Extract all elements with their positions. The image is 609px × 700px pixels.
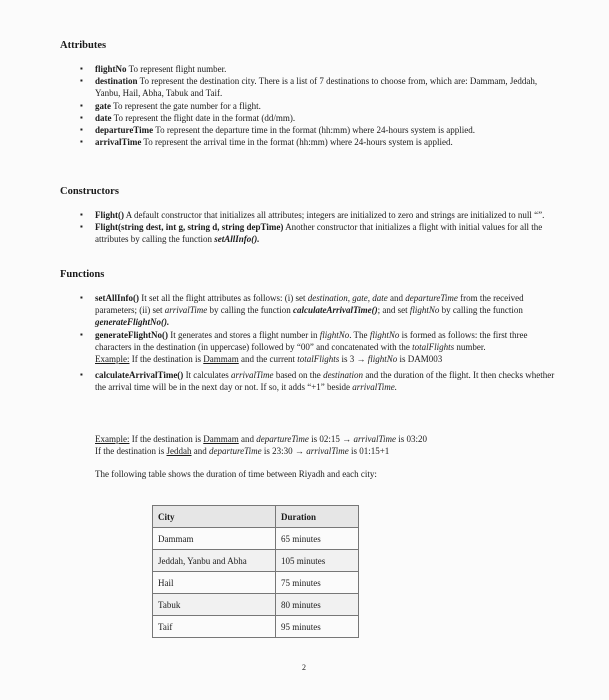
functions-heading: Functions	[60, 269, 105, 280]
column-header-duration: Duration	[276, 506, 359, 528]
attributes-heading: Attributes	[60, 40, 107, 51]
table-cell: 80 minutes	[276, 594, 359, 616]
table-cell: 75 minutes	[276, 572, 359, 594]
list-item: ▪ Flight() A default constructor that initializes all attributes; integers are initialized to zero and strings are initialized to null “”.	[80, 209, 560, 221]
table-cell: Hail	[153, 572, 276, 594]
list-item: ▪ calculateArrivalTime() It calculates arrivalTime based on the destination and the duration of the flight. It then checks whether the arrival time will be in the next day or not. If so, it adds “+1” beside arrivalTime.	[80, 369, 560, 393]
table-cell: Tabuk	[153, 594, 276, 616]
attributes-list	[80, 63, 560, 148]
table-row	[153, 572, 359, 594]
list-item: ▪ departureTime To represent the departure time in the format (hh:mm) where 24-hours system is applied.	[80, 124, 560, 136]
table-header-row	[153, 506, 359, 528]
table-row	[153, 528, 359, 550]
list-item: ▪ destination To represent the destination city. There is a list of 7 destinations to choose from, which are: Dammam, Jeddah, Yanbu, Hail, Abha, Tabuk and Taif.	[80, 75, 560, 99]
list-item: ▪ gate To represent the gate number for a flight.	[80, 100, 560, 112]
table-intro: The following table shows the duration of time between Riyadh and each city:	[95, 469, 377, 479]
table-cell: Dammam	[153, 528, 276, 550]
table-row	[153, 594, 359, 616]
example-paragraph: Example: If the destination is Dammam and departureTime is 02:15 → arrivalTime is 03:20 If the destination is Jeddah and departureTime is 23:30 → arrivalTime is 01:15+1	[95, 434, 427, 457]
column-header-city: City	[153, 506, 276, 528]
list-item: ▪ arrivalTime To represent the arrival time in the format (hh:mm) where 24-hours system is applied.	[80, 136, 560, 148]
list-item: ▪ setAllInfo() It set all the flight attributes as follows: (i) set destination, gate, date and departureTime from the received parameters; (ii) set arrivalTime by calling the function calculateArrivalTime(); and set flightNo by calling the function generateFlightNo().	[80, 292, 560, 329]
table-cell: Jeddah, Yanbu and Abha	[153, 550, 276, 572]
list-item: ▪ flightNo To represent flight number.	[80, 63, 560, 75]
constructors-heading: Constructors	[60, 186, 119, 197]
duration-table	[152, 505, 359, 638]
list-item: ▪ Flight(string dest, int g, string d, string depTime) Another constructor that initializes a flight with initial values for all the attributes by calling the function setAllInfo().	[80, 221, 560, 245]
table-row	[153, 616, 359, 638]
functions-list	[80, 292, 560, 394]
list-item: ▪ date To represent the flight date in the format (dd/mm).	[80, 112, 560, 124]
list-item: ▪ generateFlightNo() It generates and stores a flight number in flightNo. The flightNo is formed as follows: the first three characters in the destination (in uppercase) followed by “00” and concatenated with the totalFlights number. Example: If the destination is Dammam and the current totalFlights is 3 → flightNo is DAM003	[80, 329, 560, 366]
table-cell: Taif	[153, 616, 276, 638]
table-cell: 95 minutes	[276, 616, 359, 638]
constructors-list	[80, 209, 560, 246]
table-cell: 65 minutes	[276, 528, 359, 550]
page-number: 2	[302, 663, 306, 672]
table-row	[153, 550, 359, 572]
table-cell: 105 minutes	[276, 550, 359, 572]
